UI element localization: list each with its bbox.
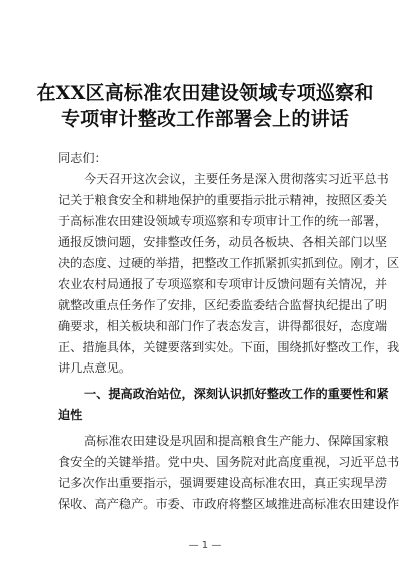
section-1-heading-line: 迫性 bbox=[58, 408, 83, 422]
paragraph-1-line: 就整改重点任务作了安排，区纪委监委结合监督执纪提出了明 bbox=[58, 298, 388, 312]
paragraph-1-line: 确要求，相关板块和部门作了表态发言，讲得都很好，态度端 bbox=[58, 319, 388, 333]
paragraph-1-line: 正、措施具体，关键要落到实处。下面，围绕抓好整改工作，我 bbox=[58, 340, 400, 354]
page-number: — 1 — bbox=[188, 540, 222, 551]
paragraph-1-line: 通报反馈问题，安排整改任务，动员各板块、各相关部门以坚 bbox=[58, 235, 388, 249]
paragraph-2-line: 保收、高产稳产。市委、市政府将整区域推进高标准农田建设作 bbox=[58, 497, 400, 511]
salutation: 同志们： bbox=[58, 151, 107, 165]
paragraph-1-line: 决的态度、过硬的举措，把整改工作抓紧抓实抓到位。刚才，区 bbox=[58, 256, 400, 270]
paragraph-1-line: 于高标准农田建设领域专项巡察和专项审计工作的统一部署， bbox=[58, 214, 388, 228]
paragraph-2-line: 高标准农田建设是巩固和提高粮食生产能力、保障国家粮 bbox=[84, 434, 389, 448]
document-title-line-1: 在XX区高标准农田建设领域专项巡察和 bbox=[36, 82, 374, 104]
paragraph-1-line: 讲几点意见。 bbox=[58, 361, 132, 375]
paragraph-1-line: 记关于粮食安全和耕地保护的重要指示批示精神，按照区委关 bbox=[58, 193, 388, 207]
document-title-line-2: 专项审计整改工作部署会上的讲话 bbox=[60, 108, 349, 130]
paragraph-2-line: 食安全的关键举措。党中央、国务院对此高度重视，习近平总书 bbox=[58, 455, 400, 469]
paragraph-1-line: 今天召开这次会议，主要任务是深入贯彻落实习近平总书 bbox=[84, 172, 389, 186]
section-1-heading-line: 一、提高政治站位，深刻认识抓好整改工作的重要性和紧 bbox=[84, 387, 389, 401]
paragraph-2-line: 记多次作出重要指示，强调要建设高标准农田，真正实现旱涝 bbox=[58, 476, 388, 490]
paragraph-1-line: 农业农村局通报了专项巡察和专项审计反馈问题有关情况，并 bbox=[58, 277, 388, 291]
